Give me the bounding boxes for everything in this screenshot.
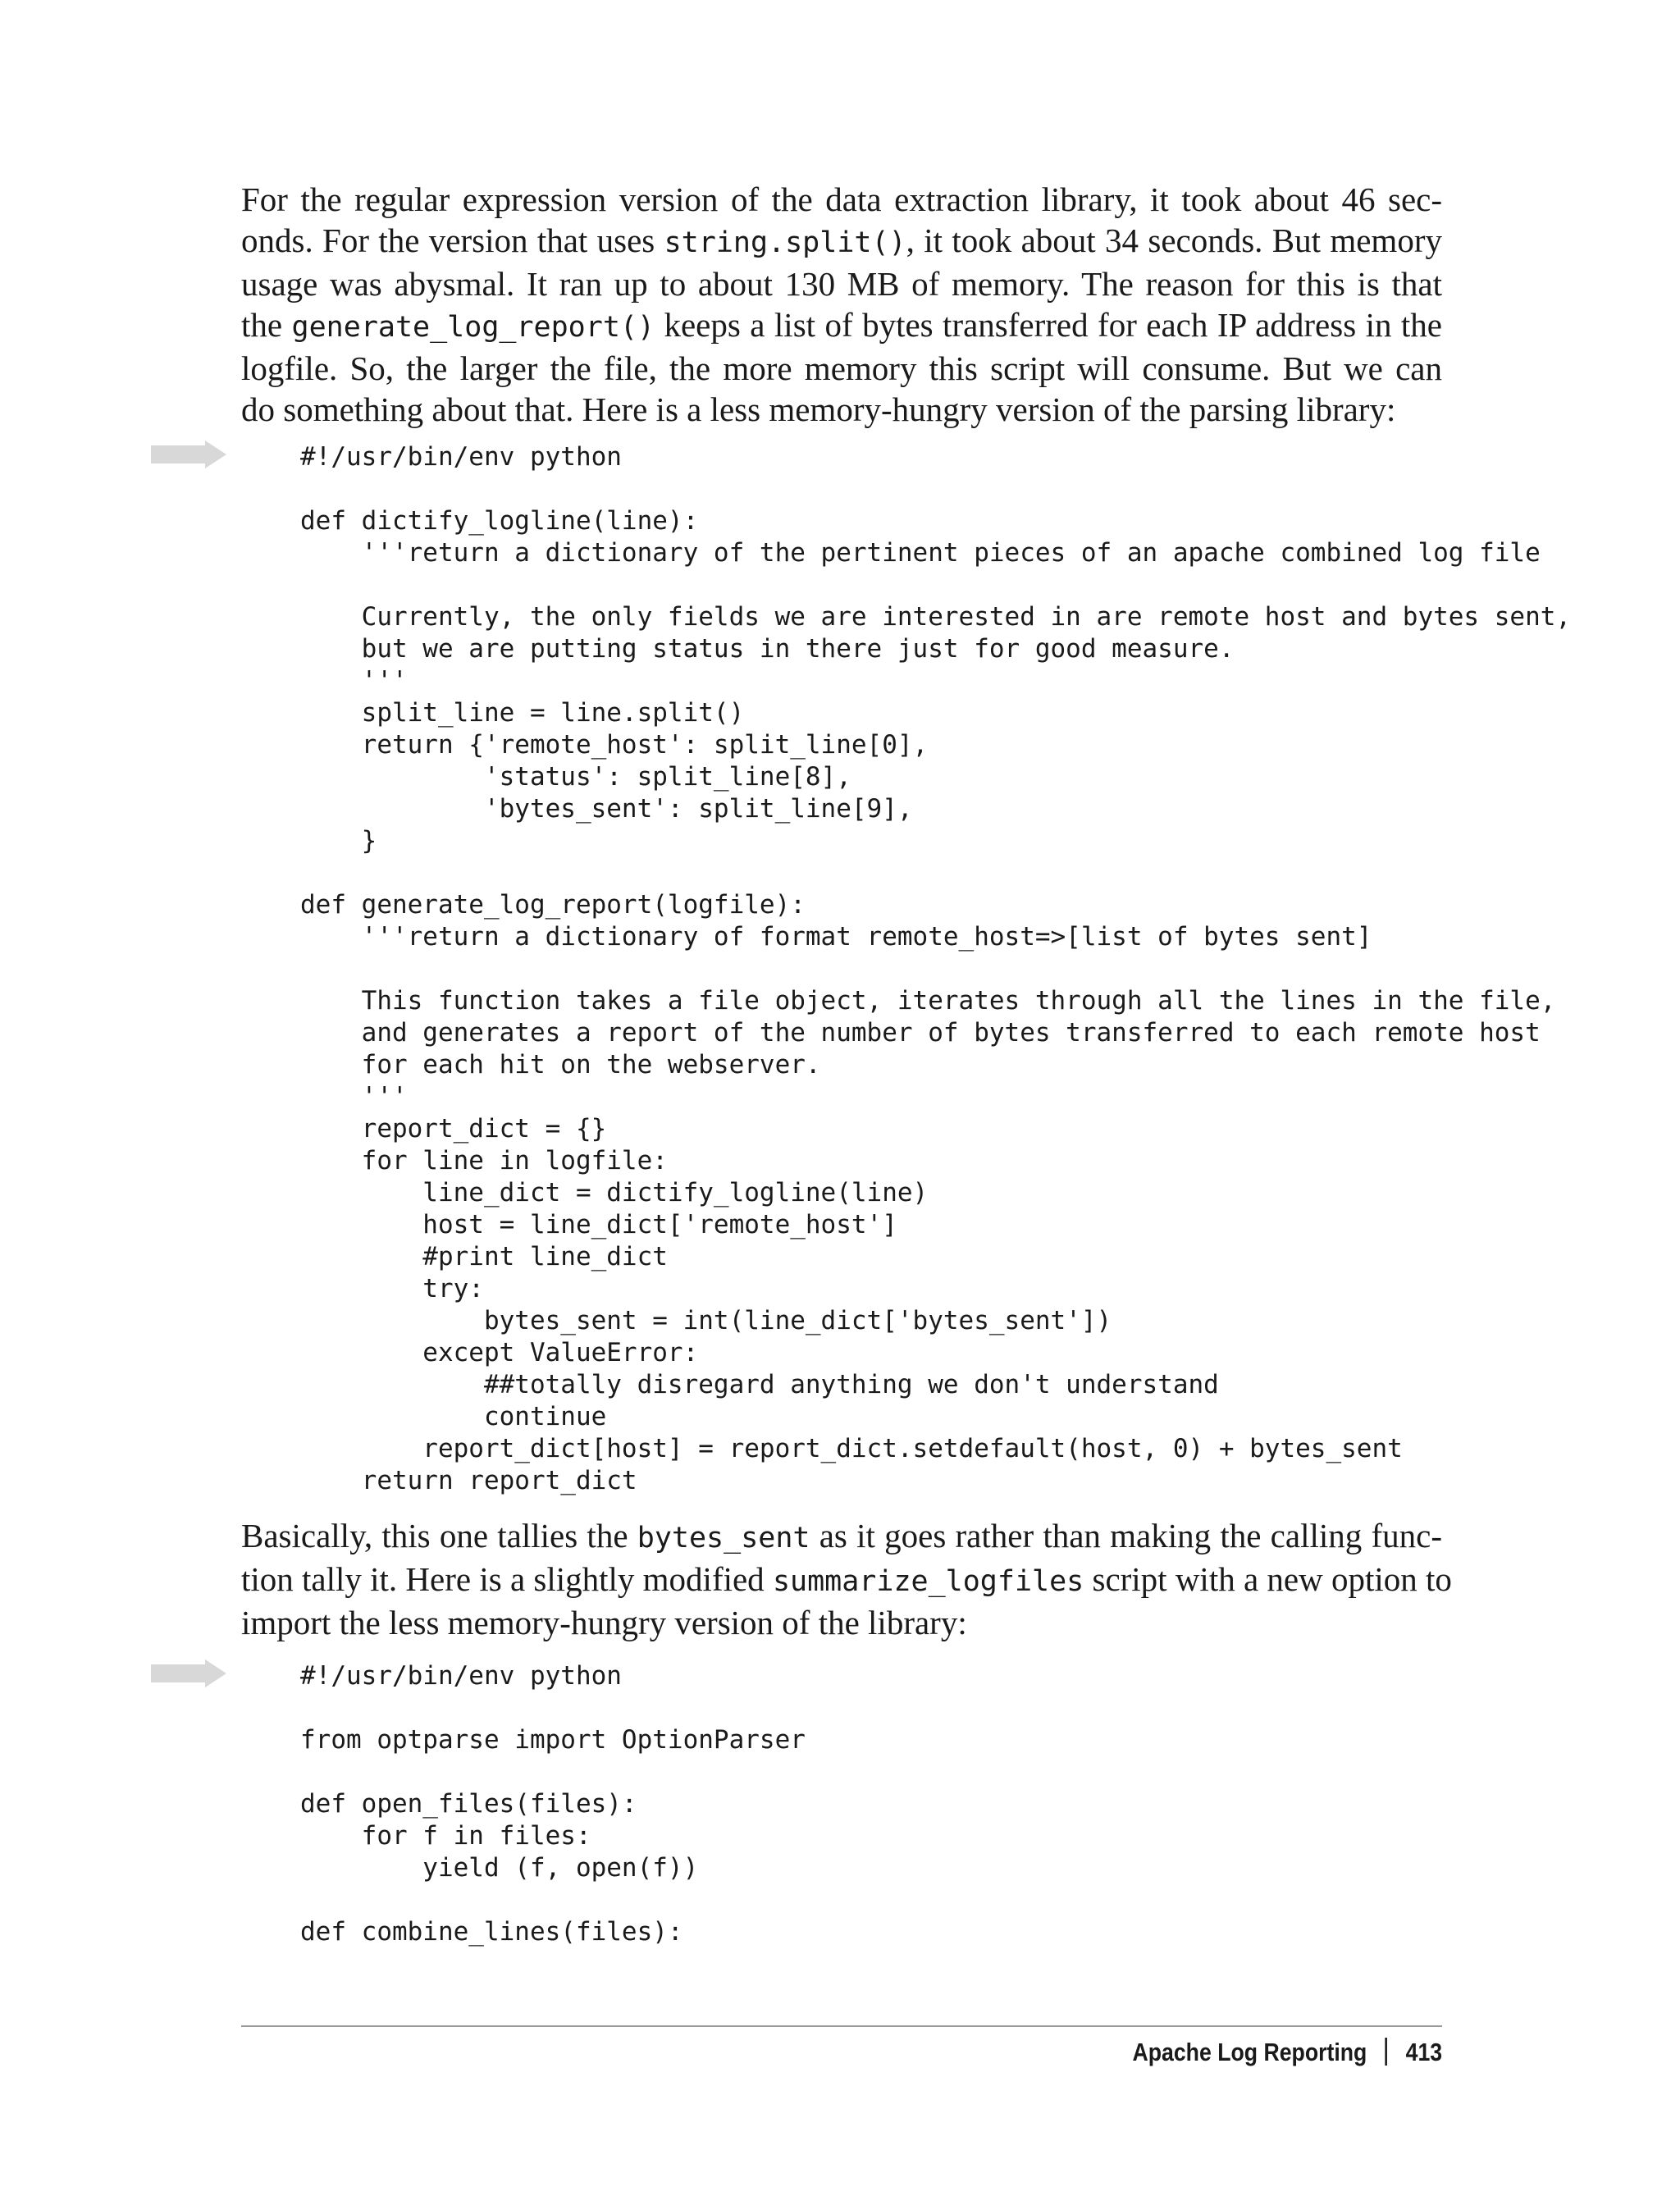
example-marker-arrow-icon (151, 1659, 226, 1687)
text-line: the generate_log_report() keeps a list of bytes transferred for each IP address in the (241, 306, 1442, 344)
footer-rule (241, 2025, 1442, 2027)
text-line: Basically, this one tallies the bytes_sent as it goes rather than making the calling func- (241, 1517, 1442, 1554)
text-line: logfile. So, the larger the file, the more memory this script will consume. But we can (241, 349, 1442, 387)
text-line: usage was abysmal. It ran up to about 130 MB of memory. The reason for this is that (241, 265, 1442, 303)
inline-code: generate_log_report() (291, 311, 655, 344)
text-line: do something about that. Here is a less memory-hungry version of the parsing library: (241, 390, 1396, 428)
text-line: import the less memory-hungry version of the library: (241, 1604, 967, 1641)
body-paragraph-1 (241, 179, 1442, 430)
running-footer-title: Apache Log Reporting (1132, 2038, 1367, 2066)
code-listing-1: #!/usr/bin/env python def dictify_logline(line): '''return a dictionary of the pertinent pieces of an apache combined log file Currently, the only fields we are interested in are remote host and bytes sent, but we are putting status in there just for good measure. ''' split_line = line.split() return {'remote_host': split_line[0], 'status': split_line[8], 'bytes_sent': split_line[9], } def generate_log_report(logfile): '''return a dictionary of format remote_host=>[list of bytes sent] This function takes a file object, iterates through all the lines in the file, and generates a report of the number of bytes transferred to each remote host for each hit on the webserver. ''' report_dict = {} for line in logfile: line_dict = dictify_logline(line) host = line_dict['remote_host'] #print line_dict try: bytes_sent = int(line_dict['bytes_sent']) except ValueError: ##totally disregard anything we don't understand continue report_dict[host] = report_dict.setdefault(host, 0) + bytes_sent return report_dict (300, 442, 1572, 1495)
page-footer (1132, 2038, 1442, 2067)
text-line: For the regular expression version of the data extraction library, it took about 46 sec- (241, 180, 1442, 218)
text-line: tion tally it. Here is a slightly modified summarize_logfiles script with a new option to (241, 1560, 1452, 1598)
inline-code: summarize_logfiles (772, 1565, 1084, 1598)
text-line: onds. For the version that uses string.split(), it took about 34 seconds. But memory (241, 221, 1442, 259)
inline-code: string.split() (664, 226, 906, 259)
page-number: 413 (1405, 2038, 1442, 2066)
inline-code: bytes_sent (637, 1522, 810, 1554)
footer-separator (1386, 2038, 1388, 2066)
example-marker-arrow-icon (151, 441, 226, 468)
body-paragraph-2 (241, 1515, 1452, 1643)
code-listing-2: #!/usr/bin/env python from optparse import OptionParser def open_files(files): for f in files: yield (f, open(f)) def combine_lines(files): (300, 1661, 806, 1947)
